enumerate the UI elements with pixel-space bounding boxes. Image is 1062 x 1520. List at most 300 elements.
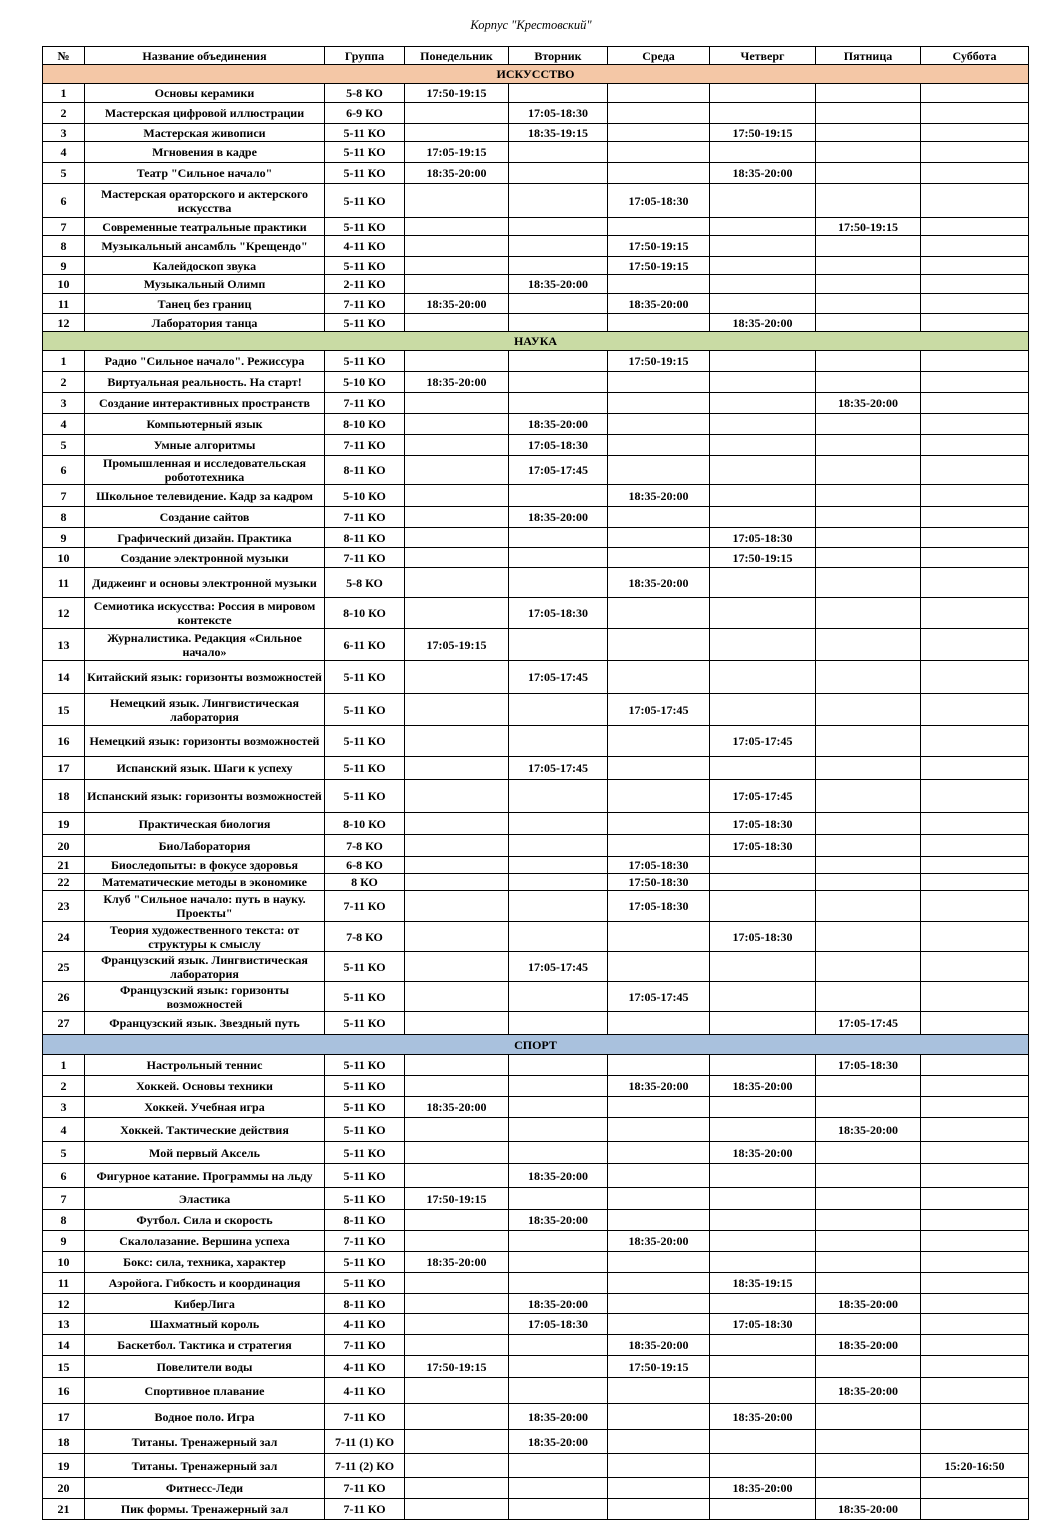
time-cell-monday: 17:50-19:15 bbox=[405, 1356, 509, 1378]
row-number: 7 bbox=[43, 218, 85, 236]
time-cell-wednesday bbox=[608, 84, 710, 103]
row-number: 2 bbox=[43, 372, 85, 393]
row-number: 1 bbox=[43, 351, 85, 372]
table-row bbox=[43, 372, 1029, 393]
group-cell: 5-11 КО bbox=[325, 1012, 405, 1035]
club-name: Танец без границ bbox=[85, 294, 325, 314]
time-cell-tuesday bbox=[509, 780, 608, 813]
time-cell-tuesday: 17:05-17:45 bbox=[509, 952, 608, 982]
time-cell-monday: 17:50-19:15 bbox=[405, 84, 509, 103]
header-cell-friday: Пятница bbox=[816, 47, 921, 65]
time-cell-saturday bbox=[921, 275, 1029, 294]
time-cell-tuesday: 17:05-17:45 bbox=[509, 456, 608, 485]
time-cell-monday bbox=[405, 393, 509, 414]
time-cell-tuesday bbox=[509, 1076, 608, 1097]
club-name: Китайский язык: горизонты возможностей bbox=[85, 661, 325, 694]
page-title: Корпус "Крестовский" bbox=[470, 18, 592, 32]
time-cell-saturday bbox=[921, 1055, 1029, 1076]
time-cell-wednesday bbox=[608, 414, 710, 435]
time-cell-wednesday bbox=[608, 1378, 710, 1404]
time-cell-saturday bbox=[921, 757, 1029, 780]
time-cell-tuesday: 17:05-18:30 bbox=[509, 103, 608, 124]
table-row bbox=[43, 1231, 1029, 1252]
time-cell-thursday: 17:05-17:45 bbox=[710, 726, 816, 757]
time-cell-thursday bbox=[710, 1012, 816, 1035]
time-cell-friday bbox=[816, 257, 921, 275]
time-cell-saturday bbox=[921, 1335, 1029, 1356]
time-cell-saturday bbox=[921, 236, 1029, 257]
time-cell-tuesday: 18:35-20:00 bbox=[509, 1404, 608, 1430]
time-cell-monday bbox=[405, 124, 509, 142]
time-cell-saturday bbox=[921, 528, 1029, 548]
table-row bbox=[43, 1210, 1029, 1231]
time-cell-thursday: 17:50-19:15 bbox=[710, 124, 816, 142]
group-cell: 4-11 КО bbox=[325, 1356, 405, 1378]
group-cell: 5-11 КО bbox=[325, 1142, 405, 1164]
time-cell-friday bbox=[816, 1404, 921, 1430]
time-cell-monday bbox=[405, 891, 509, 922]
group-cell: 5-11 КО bbox=[325, 661, 405, 694]
club-name: Создание электронной музыки bbox=[85, 548, 325, 568]
table-row bbox=[43, 874, 1029, 891]
time-cell-tuesday: 17:05-18:30 bbox=[509, 1314, 608, 1335]
club-name: Мастерская живописи bbox=[85, 124, 325, 142]
time-cell-thursday bbox=[710, 1055, 816, 1076]
table-row bbox=[43, 236, 1029, 257]
time-cell-saturday bbox=[921, 184, 1029, 218]
row-number: 9 bbox=[43, 528, 85, 548]
time-cell-wednesday: 17:50-19:15 bbox=[608, 351, 710, 372]
time-cell-tuesday: 18:35-20:00 bbox=[509, 414, 608, 435]
time-cell-saturday bbox=[921, 922, 1029, 952]
time-cell-thursday: 17:50-19:15 bbox=[710, 548, 816, 568]
club-name: Футбол. Сила и скорость bbox=[85, 1210, 325, 1231]
time-cell-thursday bbox=[710, 1335, 816, 1356]
row-number: 6 bbox=[43, 184, 85, 218]
time-cell-saturday bbox=[921, 1231, 1029, 1252]
group-cell: 5-10 КО bbox=[325, 485, 405, 507]
time-cell-wednesday bbox=[608, 1404, 710, 1430]
time-cell-wednesday bbox=[608, 275, 710, 294]
time-cell-tuesday: 18:35-20:00 bbox=[509, 275, 608, 294]
time-cell-monday bbox=[405, 218, 509, 236]
header-cell-saturday: Суббота bbox=[921, 47, 1029, 65]
header-cell-group: Группа bbox=[325, 47, 405, 65]
time-cell-friday bbox=[816, 694, 921, 726]
club-name: Испанский язык: горизонты возможностей bbox=[85, 780, 325, 813]
row-number: 22 bbox=[43, 874, 85, 891]
group-cell: 8-11 КО bbox=[325, 528, 405, 548]
time-cell-monday bbox=[405, 952, 509, 982]
time-cell-tuesday bbox=[509, 528, 608, 548]
club-name: Титаны. Тренажерный зал bbox=[85, 1430, 325, 1454]
time-cell-monday bbox=[405, 857, 509, 874]
time-cell-wednesday bbox=[608, 393, 710, 414]
group-cell: 7-11 КО bbox=[325, 1335, 405, 1356]
table-row bbox=[43, 1335, 1029, 1356]
club-name: Хоккей. Тактические действия bbox=[85, 1118, 325, 1142]
time-cell-saturday bbox=[921, 1273, 1029, 1294]
time-cell-monday bbox=[405, 1499, 509, 1520]
time-cell-tuesday: 17:05-17:45 bbox=[509, 661, 608, 694]
time-cell-tuesday bbox=[509, 1454, 608, 1478]
time-cell-friday bbox=[816, 142, 921, 163]
group-cell: 8-10 КО bbox=[325, 813, 405, 835]
table-row bbox=[43, 568, 1029, 598]
time-cell-monday bbox=[405, 103, 509, 124]
row-number: 10 bbox=[43, 1252, 85, 1273]
time-cell-friday bbox=[816, 103, 921, 124]
time-cell-friday bbox=[816, 726, 921, 757]
club-name: Основы керамики bbox=[85, 84, 325, 103]
time-cell-tuesday bbox=[509, 835, 608, 857]
table-row bbox=[43, 1430, 1029, 1454]
time-cell-tuesday bbox=[509, 372, 608, 393]
time-cell-saturday bbox=[921, 1164, 1029, 1188]
time-cell-monday: 17:05-19:15 bbox=[405, 629, 509, 661]
table-row bbox=[43, 393, 1029, 414]
time-cell-friday bbox=[816, 84, 921, 103]
time-cell-tuesday bbox=[509, 1097, 608, 1118]
time-cell-friday bbox=[816, 1142, 921, 1164]
club-name: Теория художественного текста: от структуры к смыслу bbox=[85, 922, 325, 952]
time-cell-thursday bbox=[710, 507, 816, 528]
time-cell-monday bbox=[405, 780, 509, 813]
table-row bbox=[43, 485, 1029, 507]
time-cell-wednesday bbox=[608, 629, 710, 661]
time-cell-tuesday bbox=[509, 1118, 608, 1142]
time-cell-wednesday bbox=[608, 1252, 710, 1273]
table-row bbox=[43, 294, 1029, 314]
group-cell: 5-11 КО bbox=[325, 351, 405, 372]
row-number: 13 bbox=[43, 1314, 85, 1335]
time-cell-wednesday bbox=[608, 103, 710, 124]
row-number: 15 bbox=[43, 1356, 85, 1378]
time-cell-friday bbox=[816, 1273, 921, 1294]
row-number: 3 bbox=[43, 1097, 85, 1118]
row-number: 26 bbox=[43, 982, 85, 1012]
time-cell-thursday bbox=[710, 103, 816, 124]
group-cell: 7-11 КО bbox=[325, 1231, 405, 1252]
time-cell-wednesday bbox=[608, 372, 710, 393]
row-number: 18 bbox=[43, 1430, 85, 1454]
section-header-science bbox=[43, 332, 1029, 351]
club-name: Фигурное катание. Программы на льду bbox=[85, 1164, 325, 1188]
club-name: Радио "Сильное начало". Режиссура bbox=[85, 351, 325, 372]
time-cell-friday bbox=[816, 372, 921, 393]
table-row bbox=[43, 275, 1029, 294]
time-cell-thursday bbox=[710, 294, 816, 314]
time-cell-thursday bbox=[710, 598, 816, 629]
time-cell-saturday bbox=[921, 1142, 1029, 1164]
group-cell: 5-11 КО bbox=[325, 694, 405, 726]
time-cell-tuesday bbox=[509, 726, 608, 757]
time-cell-wednesday: 18:35-20:00 bbox=[608, 1335, 710, 1356]
table-row bbox=[43, 1012, 1029, 1035]
time-cell-saturday bbox=[921, 1210, 1029, 1231]
group-cell: 5-8 КО bbox=[325, 568, 405, 598]
section-header-sport bbox=[43, 1035, 1029, 1055]
time-cell-monday: 18:35-20:00 bbox=[405, 163, 509, 184]
time-cell-friday bbox=[816, 294, 921, 314]
time-cell-saturday bbox=[921, 874, 1029, 891]
time-cell-saturday bbox=[921, 84, 1029, 103]
time-cell-tuesday bbox=[509, 568, 608, 598]
row-number: 12 bbox=[43, 598, 85, 629]
row-number: 5 bbox=[43, 435, 85, 456]
row-number: 20 bbox=[43, 835, 85, 857]
time-cell-saturday bbox=[921, 982, 1029, 1012]
time-cell-thursday bbox=[710, 142, 816, 163]
time-cell-monday bbox=[405, 528, 509, 548]
table-row bbox=[43, 548, 1029, 568]
time-cell-tuesday bbox=[509, 218, 608, 236]
time-cell-thursday bbox=[710, 275, 816, 294]
time-cell-friday bbox=[816, 629, 921, 661]
time-cell-wednesday bbox=[608, 1294, 710, 1314]
row-number: 18 bbox=[43, 780, 85, 813]
time-cell-thursday: 18:35-20:00 bbox=[710, 1404, 816, 1430]
time-cell-friday bbox=[816, 780, 921, 813]
time-cell-saturday bbox=[921, 1012, 1029, 1035]
time-cell-tuesday: 18:35-20:00 bbox=[509, 1164, 608, 1188]
time-cell-tuesday bbox=[509, 1142, 608, 1164]
time-cell-saturday bbox=[921, 1378, 1029, 1404]
time-cell-saturday bbox=[921, 1294, 1029, 1314]
group-cell: 5-11 КО bbox=[325, 142, 405, 163]
time-cell-thursday bbox=[710, 857, 816, 874]
time-cell-monday bbox=[405, 1335, 509, 1356]
time-cell-monday bbox=[405, 694, 509, 726]
table-row bbox=[43, 1118, 1029, 1142]
group-cell: 7-11 КО bbox=[325, 1499, 405, 1520]
time-cell-friday: 17:50-19:15 bbox=[816, 218, 921, 236]
time-cell-monday bbox=[405, 813, 509, 835]
club-name: БиоЛаборатория bbox=[85, 835, 325, 857]
time-cell-monday bbox=[405, 236, 509, 257]
time-cell-friday bbox=[816, 1454, 921, 1478]
time-cell-wednesday bbox=[608, 1273, 710, 1294]
table-row bbox=[43, 629, 1029, 661]
table-row bbox=[43, 435, 1029, 456]
time-cell-tuesday bbox=[509, 314, 608, 332]
header-cell-thursday: Четверг bbox=[710, 47, 816, 65]
time-cell-wednesday: 17:05-18:30 bbox=[608, 184, 710, 218]
time-cell-friday bbox=[816, 1164, 921, 1188]
time-cell-tuesday: 18:35-19:15 bbox=[509, 124, 608, 142]
row-number: 14 bbox=[43, 661, 85, 694]
time-cell-tuesday bbox=[509, 1188, 608, 1210]
row-number: 9 bbox=[43, 257, 85, 275]
group-cell: 5-11 КО bbox=[325, 1055, 405, 1076]
group-cell: 5-11 КО bbox=[325, 184, 405, 218]
row-number: 25 bbox=[43, 952, 85, 982]
table-row bbox=[43, 1164, 1029, 1188]
table-row bbox=[43, 142, 1029, 163]
group-cell: 7-11 КО bbox=[325, 507, 405, 528]
row-number: 8 bbox=[43, 1210, 85, 1231]
club-name: Фитнесс-Леди bbox=[85, 1478, 325, 1499]
group-cell: 7-11 КО bbox=[325, 1404, 405, 1430]
time-cell-tuesday bbox=[509, 351, 608, 372]
time-cell-friday bbox=[816, 507, 921, 528]
table-row bbox=[43, 1273, 1029, 1294]
time-cell-saturday bbox=[921, 1097, 1029, 1118]
time-cell-thursday bbox=[710, 351, 816, 372]
time-cell-monday bbox=[405, 874, 509, 891]
club-name: Журналистика. Редакция «Сильное начало» bbox=[85, 629, 325, 661]
club-name: Баскетбол. Тактика и стратегия bbox=[85, 1335, 325, 1356]
time-cell-thursday: 17:05-18:30 bbox=[710, 835, 816, 857]
club-name: Хоккей. Основы техники bbox=[85, 1076, 325, 1097]
time-cell-saturday bbox=[921, 952, 1029, 982]
time-cell-wednesday bbox=[608, 1314, 710, 1335]
time-cell-saturday bbox=[921, 485, 1029, 507]
table-row bbox=[43, 184, 1029, 218]
row-number: 3 bbox=[43, 393, 85, 414]
time-cell-tuesday: 18:35-20:00 bbox=[509, 1210, 608, 1231]
time-cell-tuesday: 18:35-20:00 bbox=[509, 1294, 608, 1314]
time-cell-tuesday bbox=[509, 891, 608, 922]
time-cell-saturday bbox=[921, 142, 1029, 163]
time-cell-monday bbox=[405, 507, 509, 528]
table-row bbox=[43, 661, 1029, 694]
club-name: Хоккей. Учебная игра bbox=[85, 1097, 325, 1118]
time-cell-wednesday bbox=[608, 757, 710, 780]
time-cell-friday bbox=[816, 236, 921, 257]
row-number: 21 bbox=[43, 857, 85, 874]
time-cell-saturday bbox=[921, 813, 1029, 835]
schedule-table bbox=[42, 46, 1029, 1520]
row-number: 8 bbox=[43, 236, 85, 257]
time-cell-saturday bbox=[921, 661, 1029, 694]
table-row bbox=[43, 528, 1029, 548]
row-number: 15 bbox=[43, 694, 85, 726]
time-cell-tuesday bbox=[509, 982, 608, 1012]
table-row bbox=[43, 598, 1029, 629]
time-cell-friday bbox=[816, 1210, 921, 1231]
time-cell-wednesday bbox=[608, 1210, 710, 1231]
header-cell-monday: Понедельник bbox=[405, 47, 509, 65]
time-cell-monday bbox=[405, 1142, 509, 1164]
time-cell-friday bbox=[816, 874, 921, 891]
time-cell-thursday bbox=[710, 982, 816, 1012]
time-cell-tuesday: 18:35-20:00 bbox=[509, 507, 608, 528]
time-cell-wednesday bbox=[608, 813, 710, 835]
table-row bbox=[43, 1252, 1029, 1273]
time-cell-saturday bbox=[921, 294, 1029, 314]
section-title: ИСКУССТВО bbox=[43, 65, 1029, 84]
row-number: 6 bbox=[43, 1164, 85, 1188]
group-cell: 8-10 КО bbox=[325, 598, 405, 629]
club-name: Диджеинг и основы электронной музыки bbox=[85, 568, 325, 598]
header-cell-number: № bbox=[43, 47, 85, 65]
club-name: Лаборатория танца bbox=[85, 314, 325, 332]
time-cell-thursday bbox=[710, 414, 816, 435]
time-cell-wednesday bbox=[608, 598, 710, 629]
group-cell: 7-8 КО bbox=[325, 835, 405, 857]
time-cell-friday bbox=[816, 922, 921, 952]
row-number: 16 bbox=[43, 726, 85, 757]
time-cell-friday bbox=[816, 1188, 921, 1210]
group-cell: 8-11 КО bbox=[325, 1210, 405, 1231]
time-cell-saturday bbox=[921, 780, 1029, 813]
time-cell-thursday: 18:35-20:00 bbox=[710, 163, 816, 184]
time-cell-thursday bbox=[710, 1164, 816, 1188]
table-row bbox=[43, 1378, 1029, 1404]
time-cell-friday bbox=[816, 548, 921, 568]
club-name: Пик формы. Тренажерный зал bbox=[85, 1499, 325, 1520]
time-cell-wednesday: 18:35-20:00 bbox=[608, 485, 710, 507]
time-cell-friday: 17:05-17:45 bbox=[816, 1012, 921, 1035]
time-cell-tuesday bbox=[509, 84, 608, 103]
time-cell-wednesday bbox=[608, 1430, 710, 1454]
time-cell-wednesday: 18:35-20:00 bbox=[608, 1076, 710, 1097]
club-name: Французский язык. Звездный путь bbox=[85, 1012, 325, 1035]
time-cell-monday: 18:35-20:00 bbox=[405, 372, 509, 393]
time-cell-monday bbox=[405, 568, 509, 598]
row-number: 12 bbox=[43, 1294, 85, 1314]
time-cell-thursday bbox=[710, 874, 816, 891]
row-number: 3 bbox=[43, 124, 85, 142]
time-cell-tuesday bbox=[509, 1273, 608, 1294]
time-cell-thursday: 18:35-19:15 bbox=[710, 1273, 816, 1294]
group-cell: 5-11 КО bbox=[325, 257, 405, 275]
club-name: Современные театральные практики bbox=[85, 218, 325, 236]
time-cell-wednesday bbox=[608, 163, 710, 184]
time-cell-monday bbox=[405, 1076, 509, 1097]
time-cell-friday bbox=[816, 1252, 921, 1273]
table-row bbox=[43, 726, 1029, 757]
group-cell: 5-11 КО bbox=[325, 1097, 405, 1118]
time-cell-friday: 18:35-20:00 bbox=[816, 1118, 921, 1142]
group-cell: 5-11 КО bbox=[325, 1188, 405, 1210]
time-cell-friday: 18:35-20:00 bbox=[816, 1378, 921, 1404]
club-name: Калейдоскоп звука bbox=[85, 257, 325, 275]
time-cell-tuesday bbox=[509, 236, 608, 257]
club-name: Мастерская ораторского и актерского искусства bbox=[85, 184, 325, 218]
group-cell: 7-8 КО bbox=[325, 922, 405, 952]
time-cell-saturday bbox=[921, 124, 1029, 142]
row-number: 6 bbox=[43, 456, 85, 485]
time-cell-friday bbox=[816, 813, 921, 835]
time-cell-monday: 17:50-19:15 bbox=[405, 1188, 509, 1210]
time-cell-friday bbox=[816, 835, 921, 857]
row-number: 1 bbox=[43, 1055, 85, 1076]
group-cell: 8 КО bbox=[325, 874, 405, 891]
time-cell-tuesday bbox=[509, 184, 608, 218]
time-cell-wednesday: 18:35-20:00 bbox=[608, 294, 710, 314]
group-cell: 2-11 КО bbox=[325, 275, 405, 294]
table-row bbox=[43, 414, 1029, 435]
time-cell-monday bbox=[405, 726, 509, 757]
group-cell: 5-11 КО bbox=[325, 314, 405, 332]
club-name: Создание интерактивных пространств bbox=[85, 393, 325, 414]
time-cell-monday bbox=[405, 1430, 509, 1454]
time-cell-wednesday bbox=[608, 780, 710, 813]
club-name: Мой первый Аксель bbox=[85, 1142, 325, 1164]
time-cell-wednesday bbox=[608, 1499, 710, 1520]
time-cell-tuesday bbox=[509, 294, 608, 314]
time-cell-saturday bbox=[921, 314, 1029, 332]
time-cell-thursday bbox=[710, 372, 816, 393]
time-cell-monday bbox=[405, 1294, 509, 1314]
club-name: Французский язык: горизонты возможностей bbox=[85, 982, 325, 1012]
time-cell-wednesday bbox=[608, 726, 710, 757]
row-number: 7 bbox=[43, 485, 85, 507]
time-cell-saturday: 15:20-16:50 bbox=[921, 1454, 1029, 1478]
time-cell-tuesday bbox=[509, 1378, 608, 1404]
